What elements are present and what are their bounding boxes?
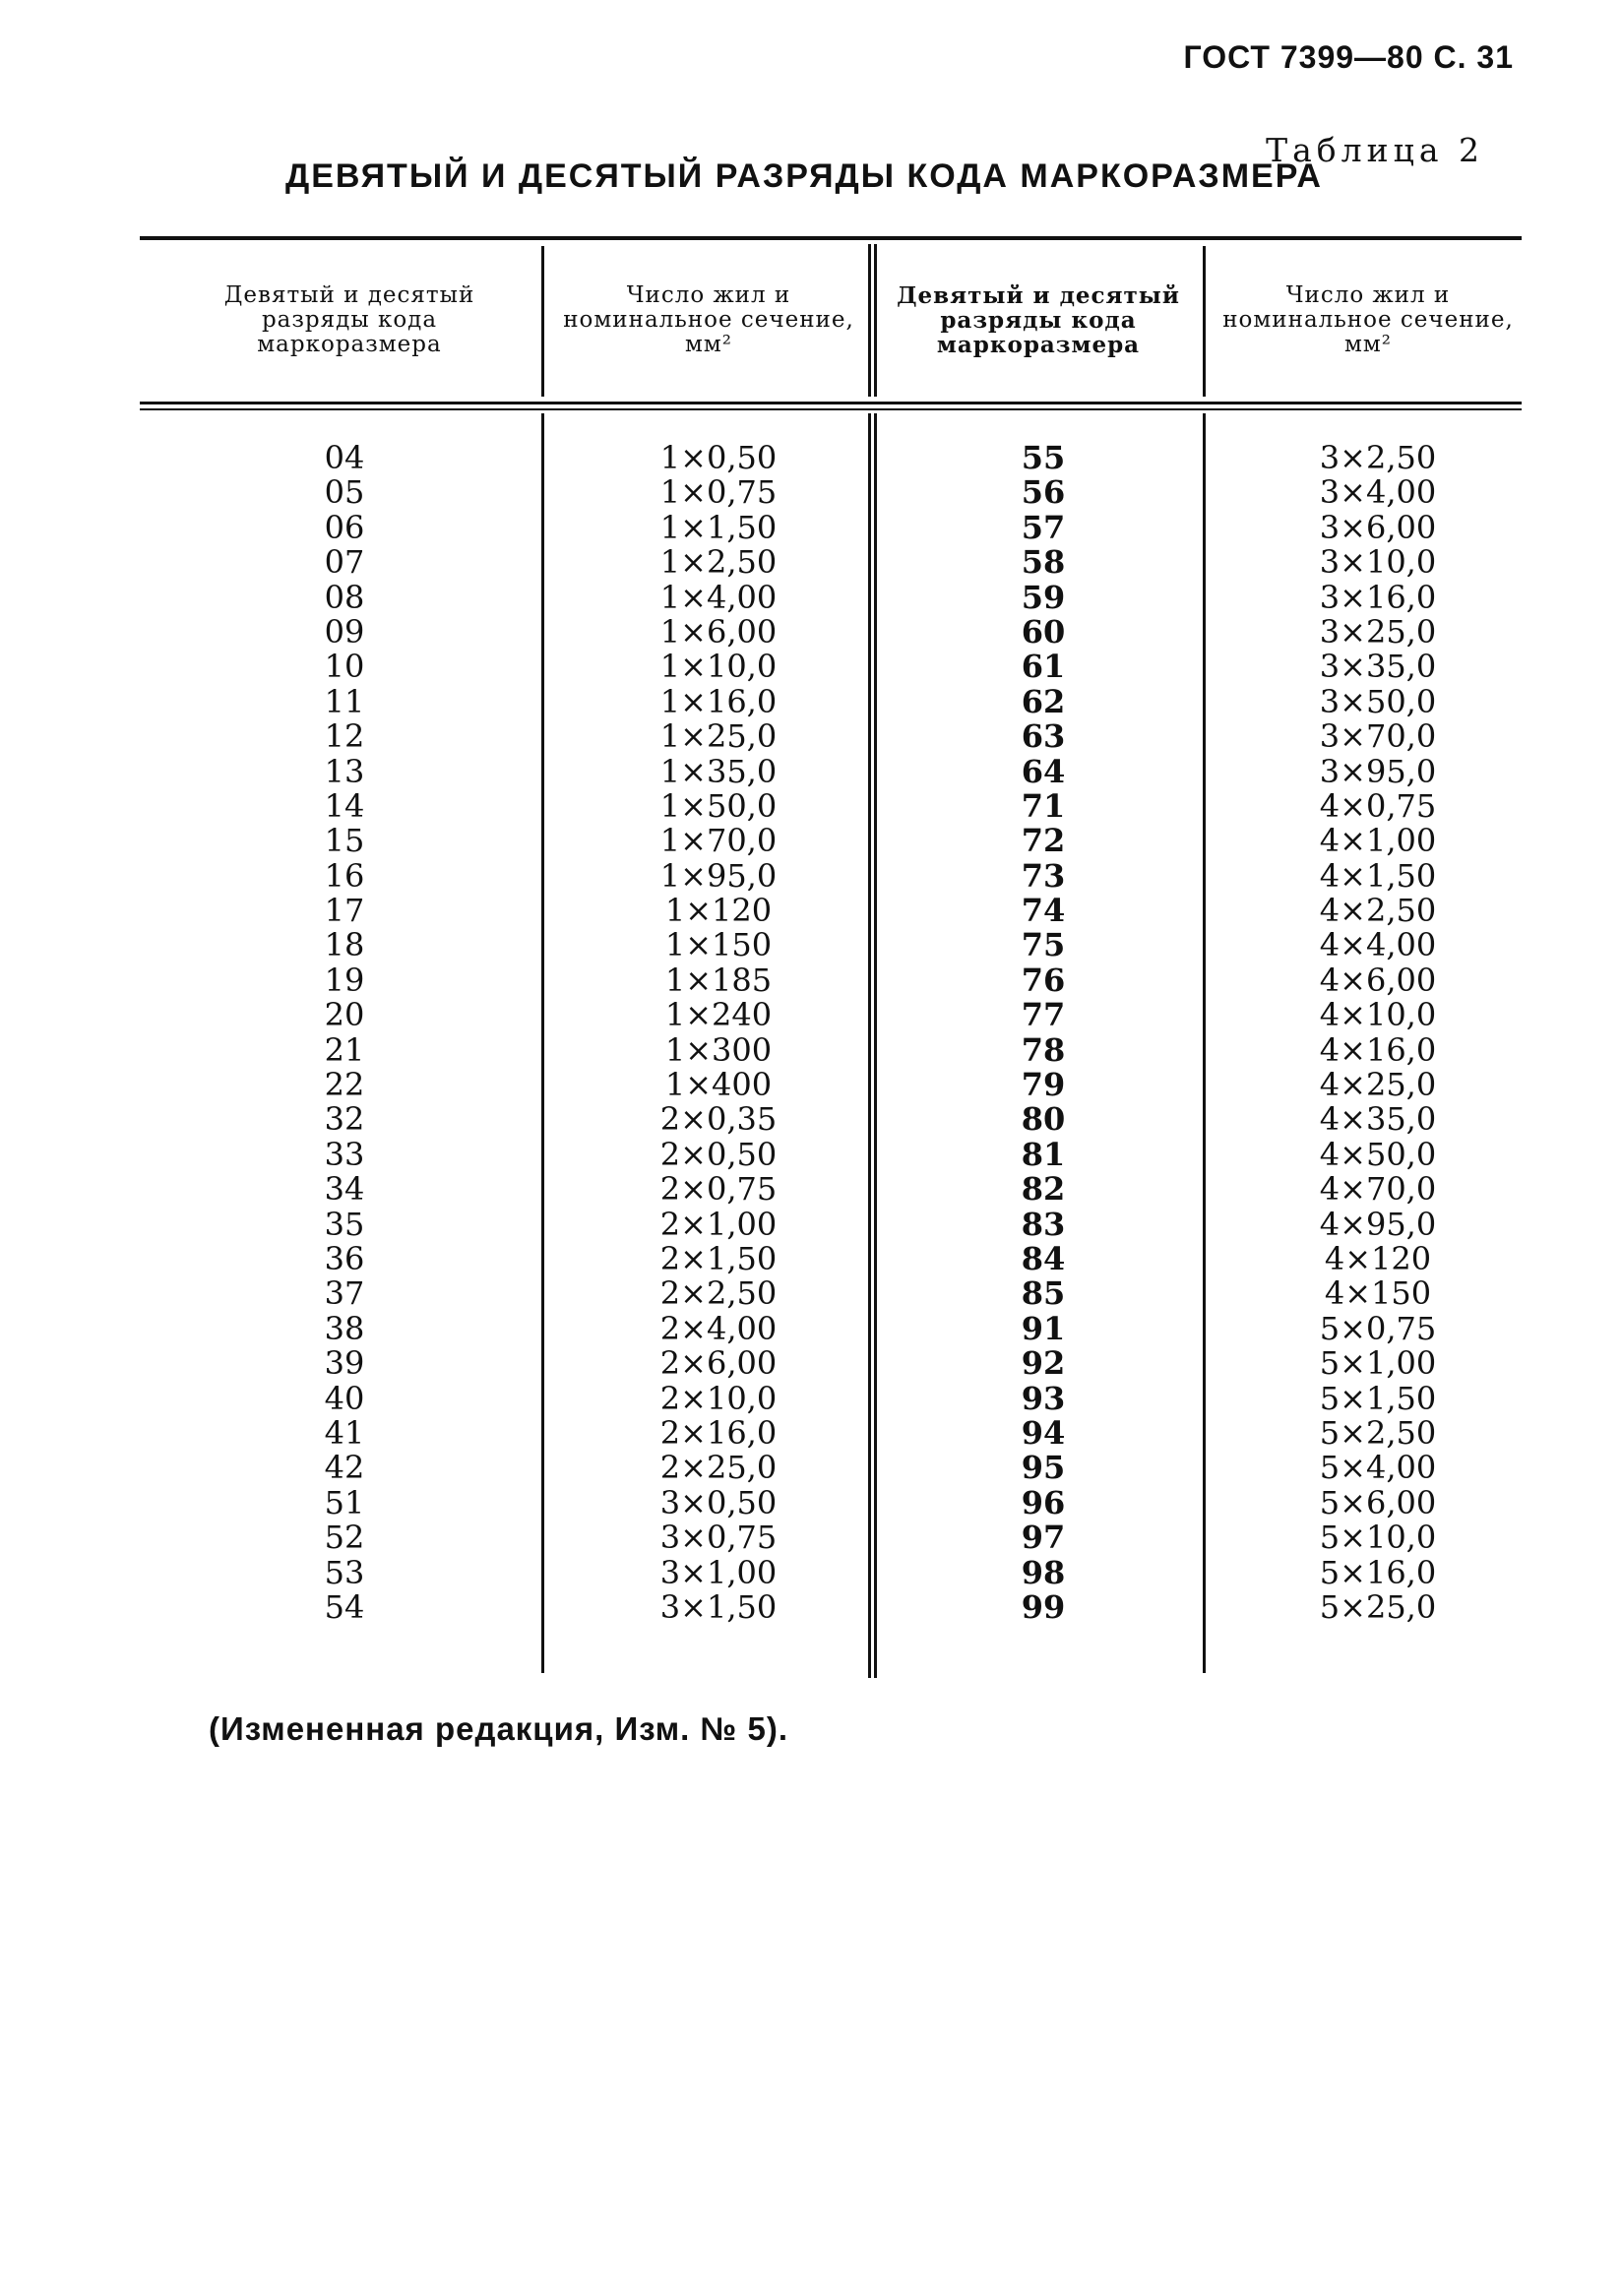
table-cell: 20 <box>324 996 365 1034</box>
table-cell: 57 <box>1021 508 1066 546</box>
table-cell: 1×1,50 <box>659 508 778 546</box>
table-cell: 1×6,00 <box>659 612 778 651</box>
table-cell: 85 <box>1021 1274 1066 1313</box>
table-cell: 39 <box>324 1344 365 1383</box>
header-divider-3 <box>1203 246 1206 397</box>
table-cell: 1×185 <box>664 961 773 999</box>
table-cell: 37 <box>324 1274 365 1313</box>
table-cell: 63 <box>1021 717 1066 756</box>
table-cell: 1×25,0 <box>659 717 778 756</box>
table-cell: 54 <box>324 1587 365 1626</box>
table-cell: 78 <box>1021 1030 1066 1069</box>
table-cell: 07 <box>324 543 365 582</box>
table-cell: 55 <box>1021 439 1066 476</box>
table-cell: 4×0,75 <box>1319 786 1437 825</box>
column-left-codes <box>276 441 413 1625</box>
table-cell: 84 <box>1021 1239 1066 1277</box>
table-cell: 3×50,0 <box>1319 682 1437 720</box>
header-code-right: Девятый и десятый разряды кода маркоразмера <box>897 282 1180 358</box>
table-cell: 5×25,0 <box>1319 1587 1437 1626</box>
table-cell: 3×95,0 <box>1319 752 1437 790</box>
table-cell: 3×10,0 <box>1319 543 1437 582</box>
table-cell: 13 <box>324 752 365 790</box>
table-cell: 1×16,0 <box>659 682 778 720</box>
table-cell: 75 <box>1021 926 1066 964</box>
table-cell: 2×0,75 <box>659 1170 778 1209</box>
table-cell: 1×120 <box>664 892 773 930</box>
header-bottom-rule-second <box>140 408 1522 410</box>
table-cell: 2×0,50 <box>659 1135 778 1173</box>
table-cell: 1×0,75 <box>659 473 778 512</box>
table-cell: 1×240 <box>664 996 773 1034</box>
table-cell: 5×6,00 <box>1319 1483 1437 1521</box>
table-cell: 41 <box>324 1413 365 1452</box>
table-cell: 4×16,0 <box>1319 1030 1437 1069</box>
table-cell: 5×1,00 <box>1319 1344 1437 1383</box>
table-cell: 5×16,0 <box>1319 1553 1437 1591</box>
table-cell: 3×4,00 <box>1319 473 1437 512</box>
table-cell: 2×1,50 <box>659 1239 778 1277</box>
table-cell: 82 <box>1021 1170 1066 1209</box>
table-cell: 06 <box>324 508 365 546</box>
table-cell: 3×1,00 <box>659 1553 778 1591</box>
table-cell: 3×16,0 <box>1319 578 1437 616</box>
table-cell: 91 <box>1021 1309 1066 1347</box>
table-cell: 5×0,75 <box>1319 1309 1437 1347</box>
table-cell: 5×10,0 <box>1319 1519 1437 1557</box>
table-cell: 4×50,0 <box>1319 1135 1437 1173</box>
header-section-right: Число жил и номинальное сечение, мм² <box>1222 282 1514 357</box>
table-cell: 79 <box>1021 1066 1066 1104</box>
table-cell: 5×2,50 <box>1319 1413 1437 1452</box>
table-cell: 4×35,0 <box>1319 1100 1437 1139</box>
table-cell: 36 <box>324 1239 365 1277</box>
table-cell: 4×70,0 <box>1319 1170 1437 1209</box>
table-cell: 73 <box>1021 856 1066 895</box>
revision-note: (Измененная редакция, Изм. № 5). <box>209 1710 788 1747</box>
table-cell: 3×25,0 <box>1319 612 1437 651</box>
table-cell: 3×6,00 <box>1319 508 1437 546</box>
table-cell: 99 <box>1021 1587 1066 1626</box>
table-cell: 93 <box>1021 1379 1066 1417</box>
table-cell: 21 <box>324 1030 365 1069</box>
table-top-rule <box>140 236 1522 240</box>
page-header: ГОСТ 7399—80 С. 31 <box>1183 39 1514 75</box>
table-cell: 95 <box>1021 1449 1066 1487</box>
table-cell: 76 <box>1021 961 1066 999</box>
table-cell: 4×2,50 <box>1319 892 1437 930</box>
table-cell: 15 <box>324 822 365 860</box>
table-cell: 74 <box>1021 892 1066 930</box>
table-cell: 2×2,50 <box>659 1274 778 1313</box>
table-cell: 2×10,0 <box>659 1379 778 1417</box>
table-label: Таблица 2 <box>1266 131 1484 169</box>
table-cell: 77 <box>1021 996 1066 1034</box>
body-divider-2b <box>874 413 877 1678</box>
table-cell: 2×0,35 <box>659 1100 778 1139</box>
table-cell: 72 <box>1021 822 1066 860</box>
table-cell: 1×300 <box>664 1030 773 1069</box>
body-divider-3 <box>1203 413 1206 1673</box>
column-left-sections <box>620 441 817 1625</box>
table-cell: 09 <box>324 612 365 651</box>
table-cell: 3×0,50 <box>659 1483 778 1521</box>
table-cell: 14 <box>324 786 365 825</box>
table-cell: 1×0,50 <box>659 439 778 476</box>
table-cell: 5×1,50 <box>1319 1379 1437 1417</box>
table-cell: 34 <box>324 1170 365 1209</box>
table-cell: 4×1,00 <box>1319 822 1437 860</box>
table-cell: 56 <box>1021 473 1066 512</box>
table-cell: 3×1,50 <box>659 1587 778 1626</box>
table-cell: 83 <box>1021 1205 1066 1243</box>
table-cell: 18 <box>324 926 365 964</box>
table-cell: 5×4,00 <box>1319 1449 1437 1487</box>
table-cell: 2×25,0 <box>659 1449 778 1487</box>
table-cell: 2×16,0 <box>659 1413 778 1452</box>
table-cell: 71 <box>1021 786 1066 825</box>
table-cell: 3×35,0 <box>1319 648 1437 686</box>
table-cell: 10 <box>324 648 365 686</box>
table-cell: 4×1,50 <box>1319 856 1437 895</box>
table-cell: 96 <box>1021 1483 1066 1521</box>
table-cell: 4×4,00 <box>1319 926 1437 964</box>
table-cell: 22 <box>324 1066 365 1104</box>
table-cell: 62 <box>1021 682 1066 720</box>
table-cell: 42 <box>324 1449 365 1487</box>
header-divider-2b <box>874 244 877 397</box>
table-cell: 1×400 <box>664 1066 773 1104</box>
table-cell: 94 <box>1021 1413 1066 1452</box>
header-code-left: Девятый и десятый разряды кода маркоразмера <box>223 282 475 357</box>
table-cell: 16 <box>324 856 365 895</box>
table-cell: 59 <box>1021 578 1066 616</box>
table-cell: 2×6,00 <box>659 1344 778 1383</box>
table-cell: 60 <box>1021 612 1066 651</box>
table-cell: 33 <box>324 1135 365 1173</box>
table-cell: 4×10,0 <box>1319 996 1437 1034</box>
table-cell: 58 <box>1021 543 1066 582</box>
table-cell: 97 <box>1021 1519 1066 1557</box>
table-cell: 04 <box>324 439 365 476</box>
table-cell: 1×4,00 <box>659 578 778 616</box>
table-cell: 1×35,0 <box>659 752 778 790</box>
table-cell: 53 <box>324 1553 365 1591</box>
header-divider-2a <box>868 244 871 397</box>
table-cell: 08 <box>324 578 365 616</box>
table-cell: 1×2,50 <box>659 543 778 582</box>
table-cell: 52 <box>324 1519 365 1557</box>
body-divider-1 <box>541 413 544 1673</box>
table-cell: 4×25,0 <box>1319 1066 1437 1104</box>
header-section-left: Число жил и номинальное сечение, мм² <box>563 282 854 357</box>
table-cell: 32 <box>324 1100 365 1139</box>
body-divider-2a <box>868 413 871 1678</box>
table-cell: 98 <box>1021 1553 1066 1591</box>
table-cell: 17 <box>324 892 365 930</box>
header-bottom-rule <box>140 402 1522 404</box>
table-cell: 40 <box>324 1379 365 1417</box>
header-divider-1 <box>541 246 544 397</box>
table-cell: 3×2,50 <box>1319 439 1437 476</box>
table-cell: 4×6,00 <box>1319 961 1437 999</box>
table-cell: 2×4,00 <box>659 1309 778 1347</box>
table-cell: 3×70,0 <box>1319 717 1437 756</box>
table-cell: 1×95,0 <box>659 856 778 895</box>
table-cell: 92 <box>1021 1344 1066 1383</box>
table-cell: 4×120 <box>1324 1239 1432 1277</box>
table-cell: 1×10,0 <box>659 648 778 686</box>
table-title: ДЕВЯТЫЙ И ДЕСЯТЫЙ РАЗРЯДЫ КОДА МАРКОРАЗМЕРА <box>285 157 1323 195</box>
table-cell: 4×150 <box>1324 1274 1432 1313</box>
table-cell: 35 <box>324 1205 365 1243</box>
column-right-sections <box>1279 441 1476 1625</box>
table-cell: 64 <box>1021 752 1066 790</box>
table-cell: 1×50,0 <box>659 786 778 825</box>
table-cell: 80 <box>1021 1100 1066 1139</box>
table-cell: 11 <box>324 682 365 720</box>
table-cell: 2×1,00 <box>659 1205 778 1243</box>
table-cell: 4×95,0 <box>1319 1205 1437 1243</box>
table-cell: 81 <box>1021 1135 1066 1173</box>
table-cell: 05 <box>324 473 365 512</box>
table-cell: 12 <box>324 717 365 756</box>
column-right-codes <box>974 441 1112 1625</box>
table-cell: 51 <box>324 1483 365 1521</box>
table-cell: 1×150 <box>664 926 773 964</box>
table-cell: 61 <box>1021 648 1066 686</box>
table-cell: 38 <box>324 1309 365 1347</box>
table-cell: 3×0,75 <box>659 1519 778 1557</box>
table-cell: 1×70,0 <box>659 822 778 860</box>
table-cell: 19 <box>324 961 365 999</box>
